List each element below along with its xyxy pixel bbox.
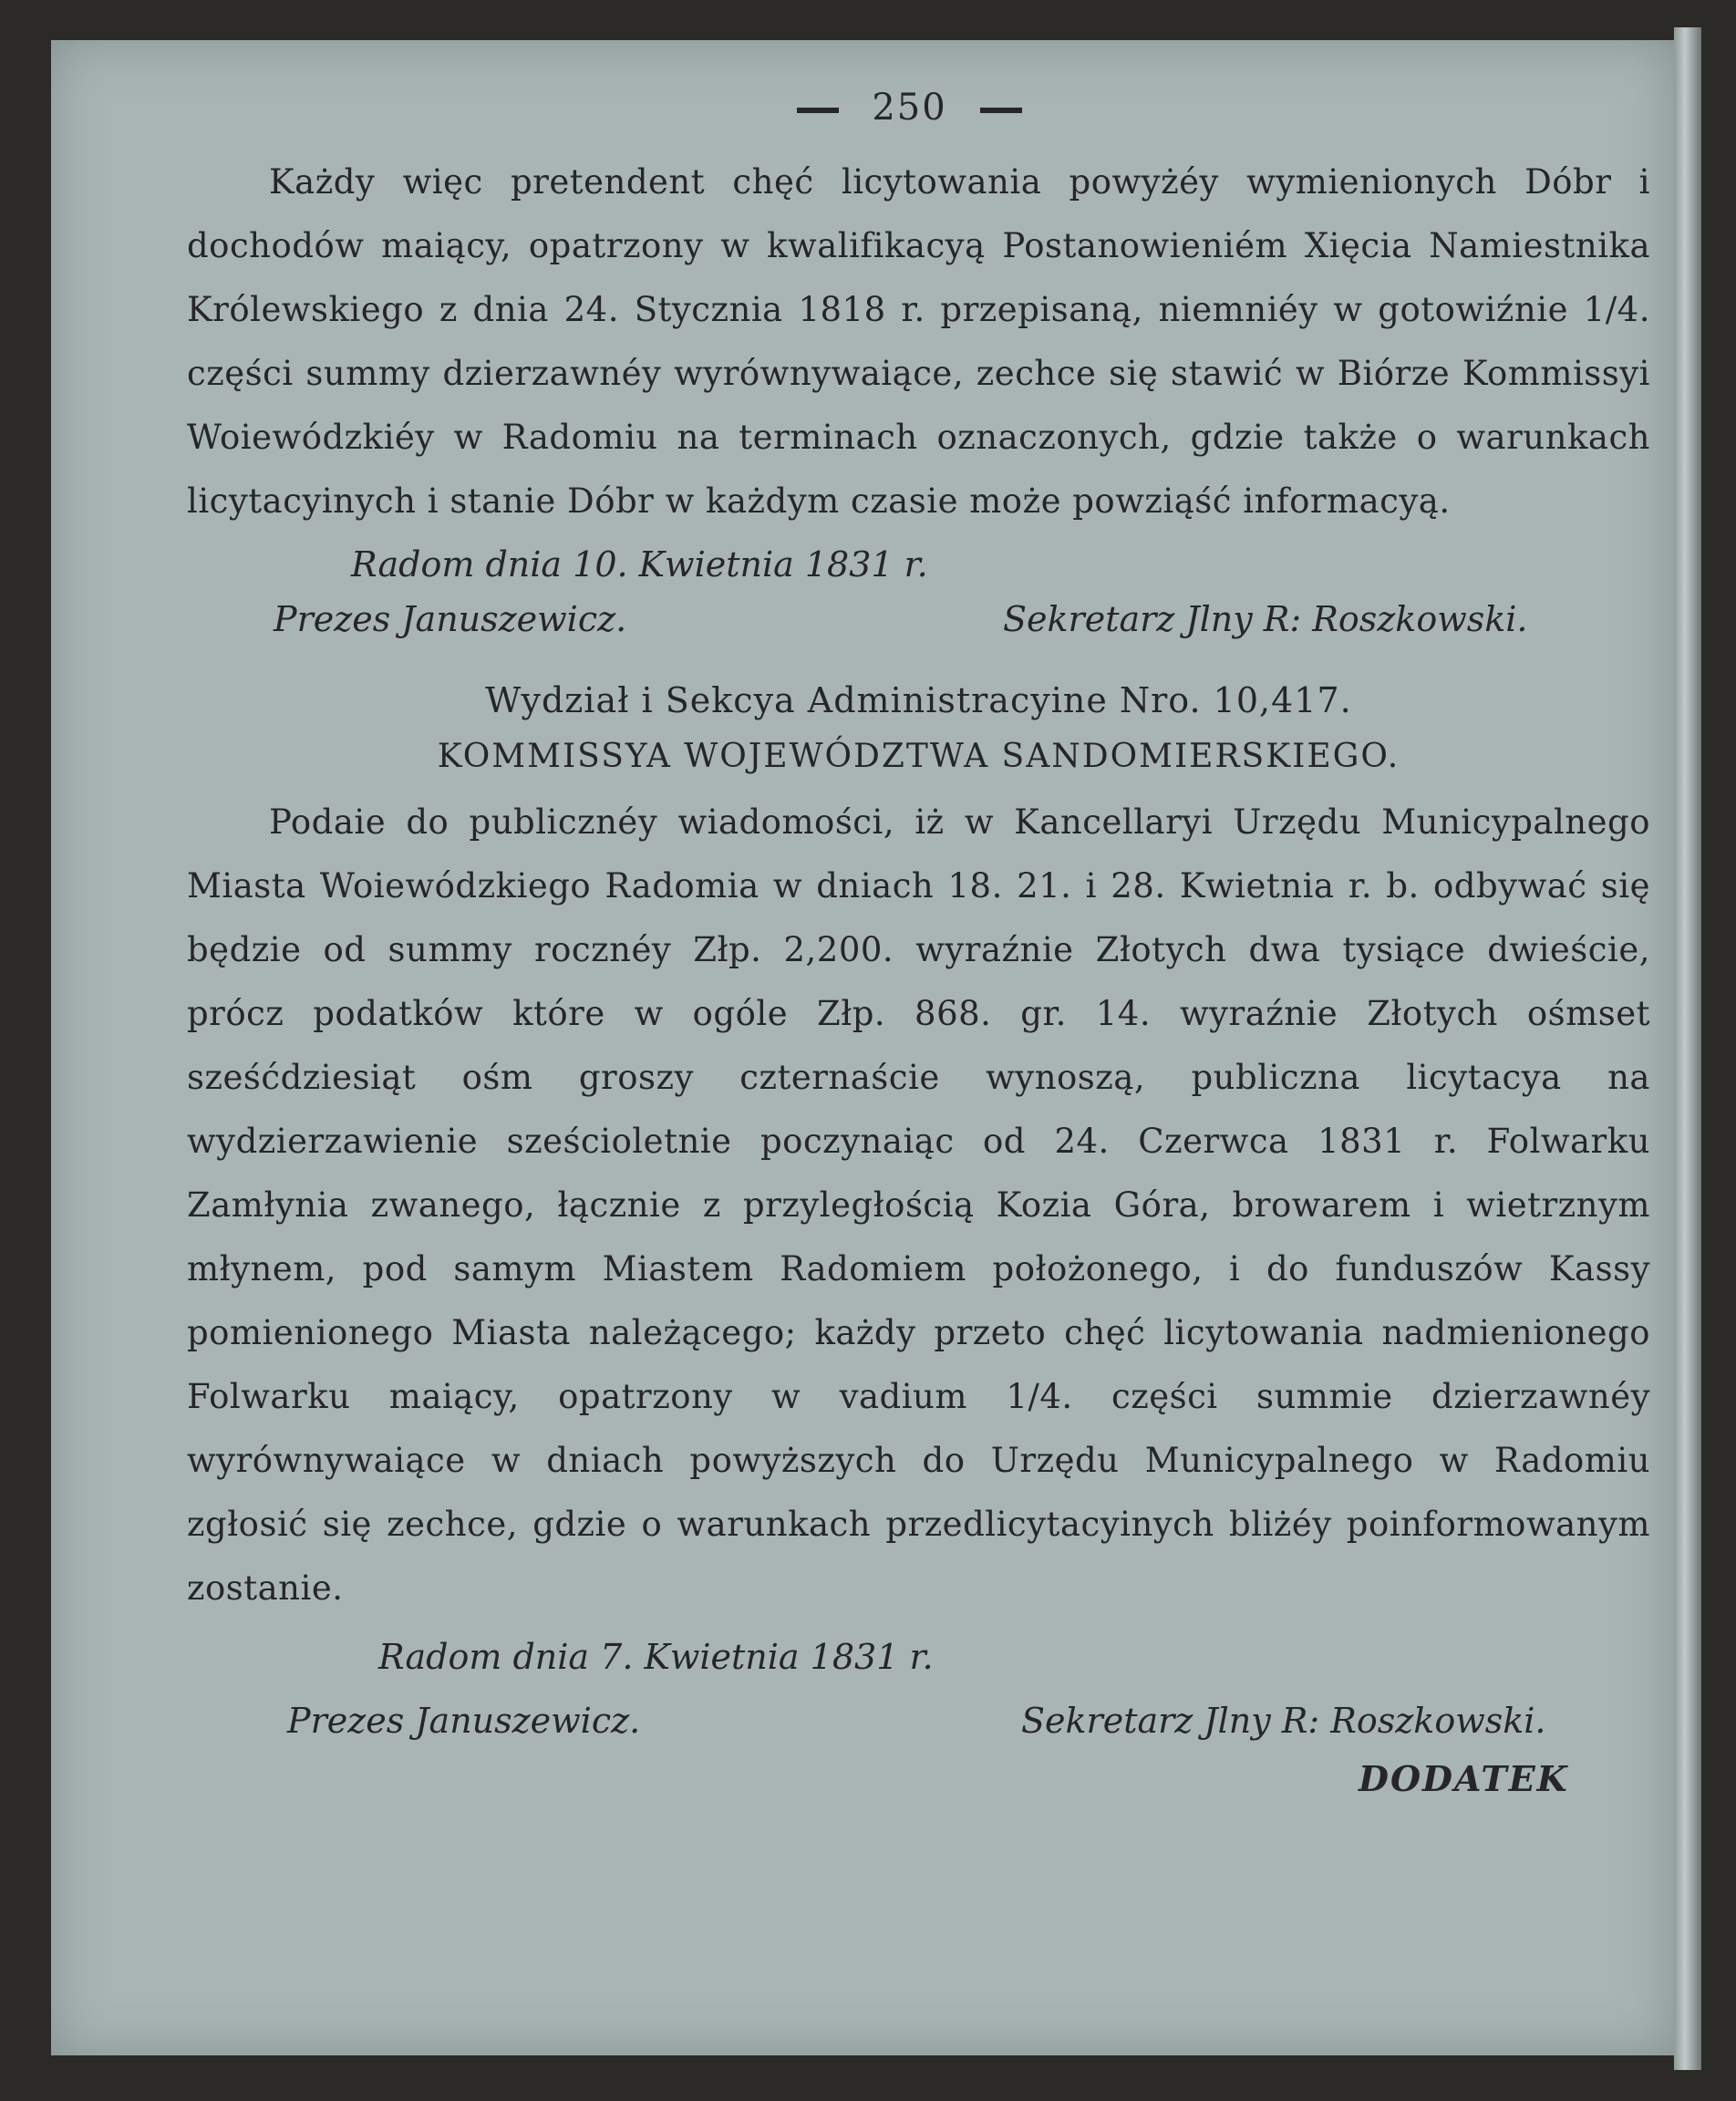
section2-paragraph: Podaie do publicznéy wiadomości, iż w Kancellaryi Urzędu Municypalnego Miasta Woiewódzkiego Radomia w dniach 18. 21. i 28. Kwietnia r. b. odbywać się będzie od summy rocznéy Złp. 2,200. wyraźnie Złotych dwa tysiące dwieście, prócz podatków które w ogóle Złp. 868. gr. 14. wyraźnie Złotych ośmset sześćdziesiąt ośm groszy czternaście wynoszą, publiczna licytacya na wydzierzawienie sześcioletnie poczynaiąc od 24. Czerwca 1831 r. Folwarku Zamłynia zwanego, łącznie z przyległością Kozia Góra, browarem i wietrznym młynem, pod samym Miastem Radomiem położonego, i do funduszów Kassy pomienionego Miasta należącego; każdy przeto chęć licytowania nadmienionego Folwarku maiący, opatrzony w vadium 1/4. części summie dzierzawnéy wyrównywaiące w dniach powyższych do Urzędu Municypalnego w Radomiu zgłosić się zechce, gdzie o warunkach przedlicytacyinych bliżéy poinformowanym zostanie. [187, 802, 1650, 1608]
section1-date: Radom dnia 10. Kwietnia 1831 r. [351, 544, 928, 585]
dash-right [980, 108, 1022, 113]
section2-secretary: Sekretarz Jlny R: Roszkowski. [1021, 1701, 1546, 1741]
section2-signatures [187, 1693, 1650, 1748]
section1-date-line [187, 537, 1650, 592]
page-edge [1674, 27, 1701, 2070]
addendum-heading: DODATEK [1359, 1758, 1569, 1799]
page-number-line [169, 87, 1650, 150]
page-content [187, 87, 1650, 1806]
section2-date-line [187, 1630, 1650, 1684]
dash-left [797, 108, 839, 113]
section1-president: Prezes Januszewicz. [274, 599, 627, 639]
addendum-line [187, 1752, 1650, 1806]
section2-date: Radom dnia 7. Kwietnia 1831 r. [378, 1637, 934, 1677]
section1-secretary: Sekretarz Jlny R: Roszkowski. [1003, 599, 1528, 639]
section2-president: Prezes Januszewicz. [287, 1701, 641, 1741]
commission-heading: KOMMISSYA WOJEWÓDZTWA SANDOMIERSKIEGO. [437, 738, 1400, 775]
section1-signatures [187, 592, 1650, 647]
section1-paragraph: Każdy więc pretendent chęć licytowania powyżéy wymienionych Dóbr i dochodów maiący, opatrzony w kwalifikacyą Postanowieniém Xięcia Namiestnika Królewskiego z dnia 24. Stycznia 1818 r. przepisaną, niemniéy w gotowiźnie 1/4. części summy dzierzawnéy wyrównywaiące, zechce się stawić w Biórze Kommissyi Woiewódzkiéy w Radomiu na terminach oznaczonych, gdzie także o warunkach licytacyinych i stanie Dóbr w każdym czasie może powziąść informacyą. [187, 162, 1650, 521]
department-heading: Wydział i Sekcya Administracyine Nro. 10,417. [485, 680, 1352, 720]
page-number: 250 [872, 87, 947, 129]
